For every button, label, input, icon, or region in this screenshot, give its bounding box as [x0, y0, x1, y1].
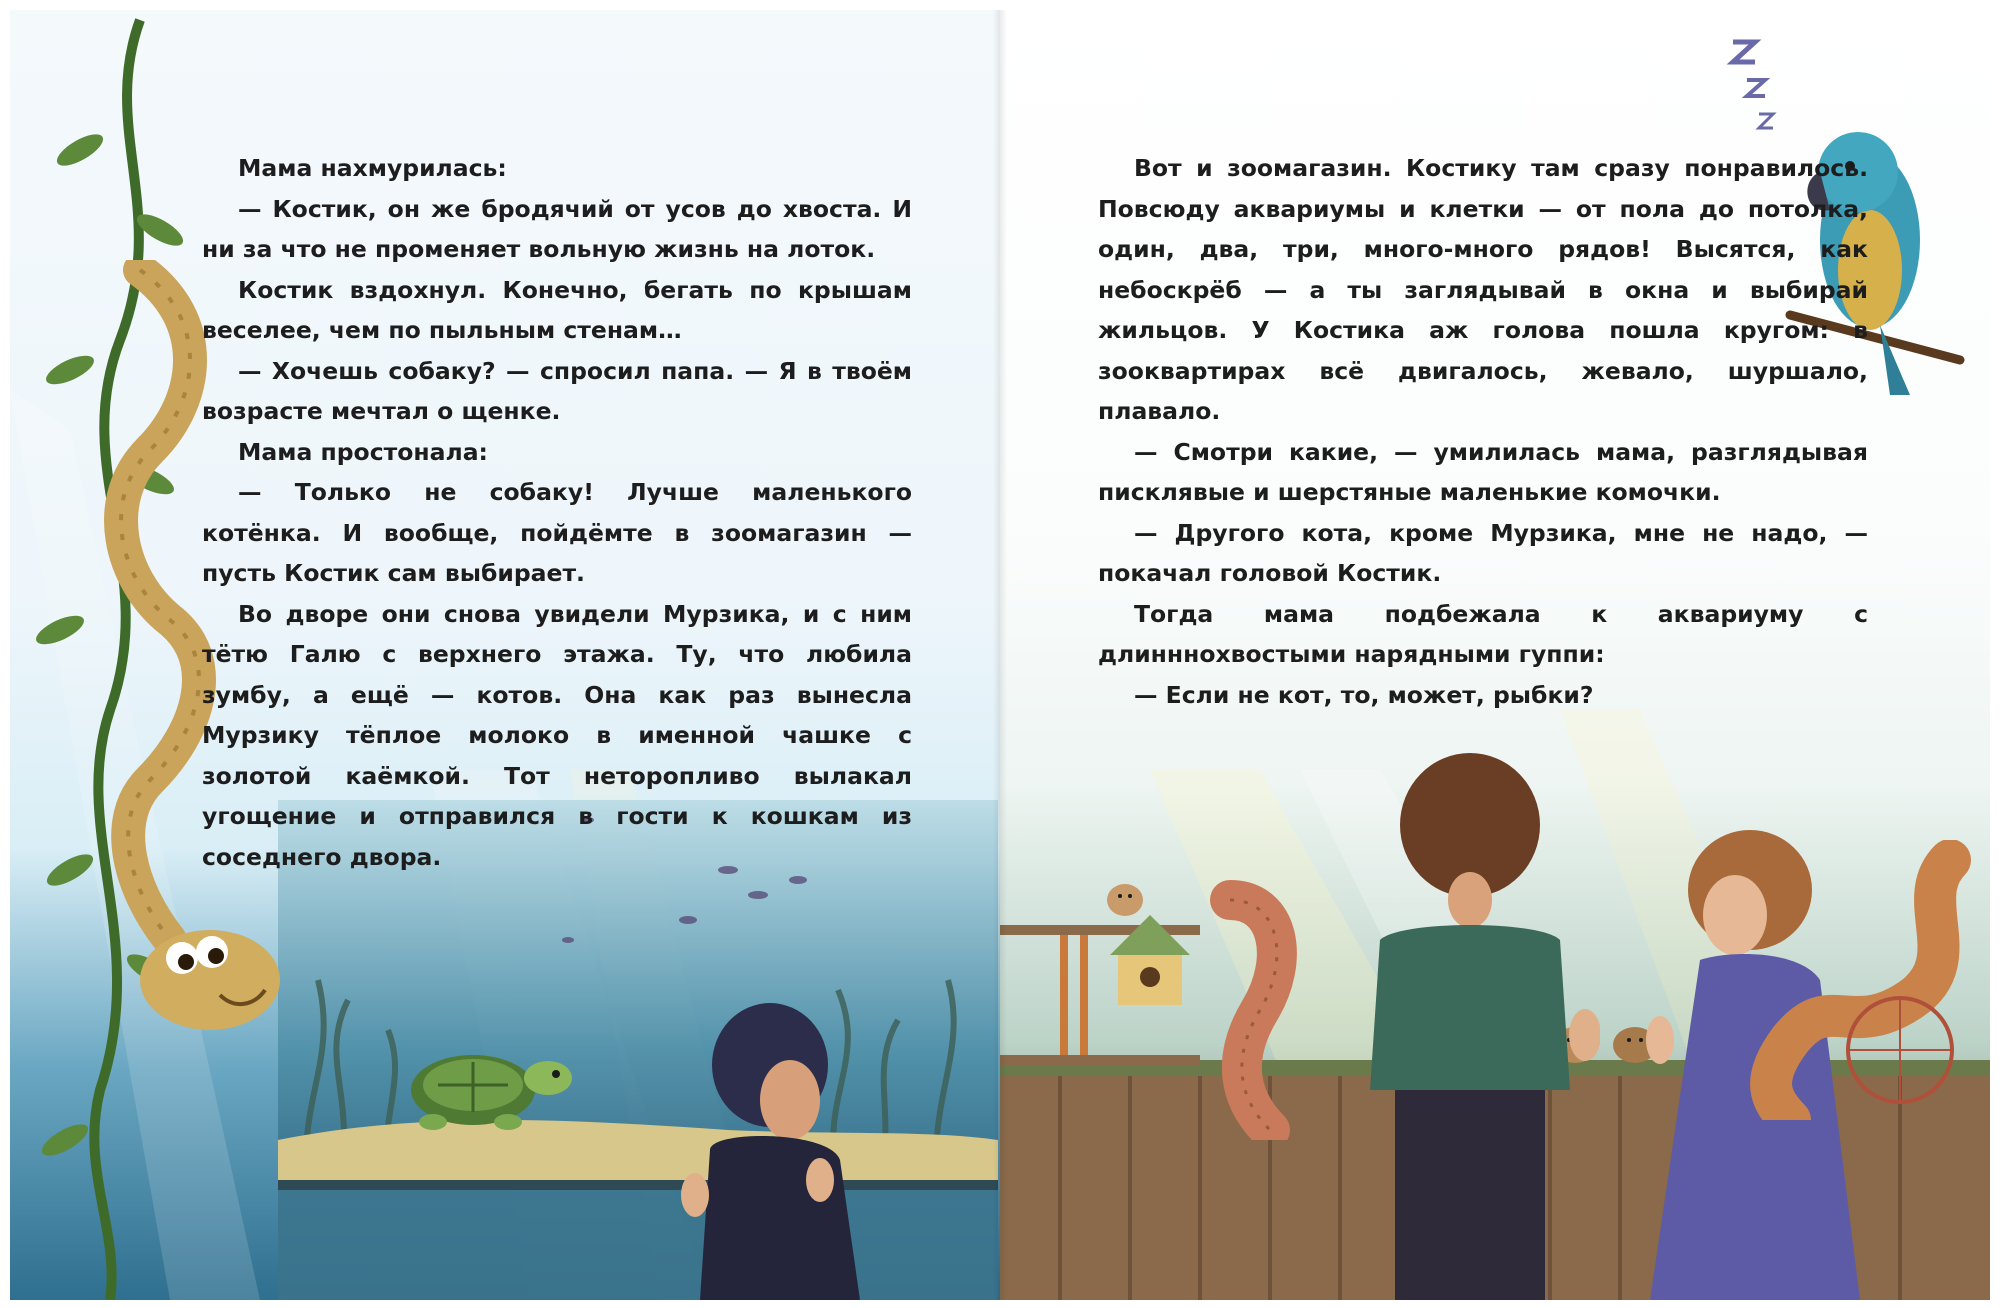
hamster-icon	[1100, 870, 1150, 920]
right-page	[1000, 10, 1990, 1300]
paragraph: — Костик, он же бродячий от усов до хвоста. И ни за что не променяет вольную жизнь на лоток.	[202, 194, 912, 263]
book-gutter	[993, 10, 1007, 1300]
paragraph: Вот и зоомагазин. Костику там сразу понравилось. Повсюду аквариумы и клетки — от пола до потолка, один, два, три, много-много рядов! Высятся, как небоскрёб — а ты заглядывай в окна и выбирай жильцов. У Костика аж голова пошла кругом: в зооквартирах всё двигалось, жевало, шуршало, плавало.	[1098, 154, 1868, 425]
turtle-icon	[388, 1030, 588, 1140]
paragraph: Мама нахмурилась:	[238, 154, 507, 182]
paragraph: — Только не собаку! Лучше маленького котёнка. И вообще, пойдёмте в зоомагазин — пусть Костик сам выбирает.	[202, 478, 912, 587]
paragraph: Мама простонала:	[238, 437, 488, 466]
tube-icon	[1190, 880, 1310, 1140]
paragraph: — Хочешь собаку? — спросил папа. — Я в твоём возрасте мечтал о щенке.	[202, 356, 912, 425]
paragraph: Тогда мама подбежала к аквариуму с длинннохвостыми нарядными гуппи:	[1098, 599, 1868, 668]
paragraph: Костик вздохнул. Конечно, бегать по крышам веселее, чем по пыльным стенам…	[202, 275, 912, 344]
boy-icon	[670, 980, 870, 1300]
paragraph: — Если не кот, то, может, рыбки?	[1134, 680, 1594, 709]
right-page-text	[1098, 148, 1868, 715]
paragraph: — Другого кота, кроме Мурзика, мне не надо, — покачал головой Костик.	[1098, 518, 1868, 587]
left-page-text	[202, 148, 912, 877]
sleep-zzz-icon	[1725, 30, 1795, 140]
paragraph: Во дворе они снова увидели Мурзика, и с ним тётю Галю с верхнего этажа. Ту, что любила зумбу, а ещё — котов. Она как раз вынесла Мурзику тёплое молоко в именной чашке с золотой каёмкой. Тот неторопливо вылакал угощение и отправился в гости к кошкам из соседнего двора.	[202, 599, 912, 871]
paragraph: — Смотри какие, — умилилась мама, разглядывая писклявые и шерстяные маленькие комочки.	[1098, 437, 1868, 506]
left-page	[10, 10, 1000, 1300]
hamster-wheel-icon	[1730, 840, 1990, 1120]
boy-icon	[1340, 750, 1600, 1300]
